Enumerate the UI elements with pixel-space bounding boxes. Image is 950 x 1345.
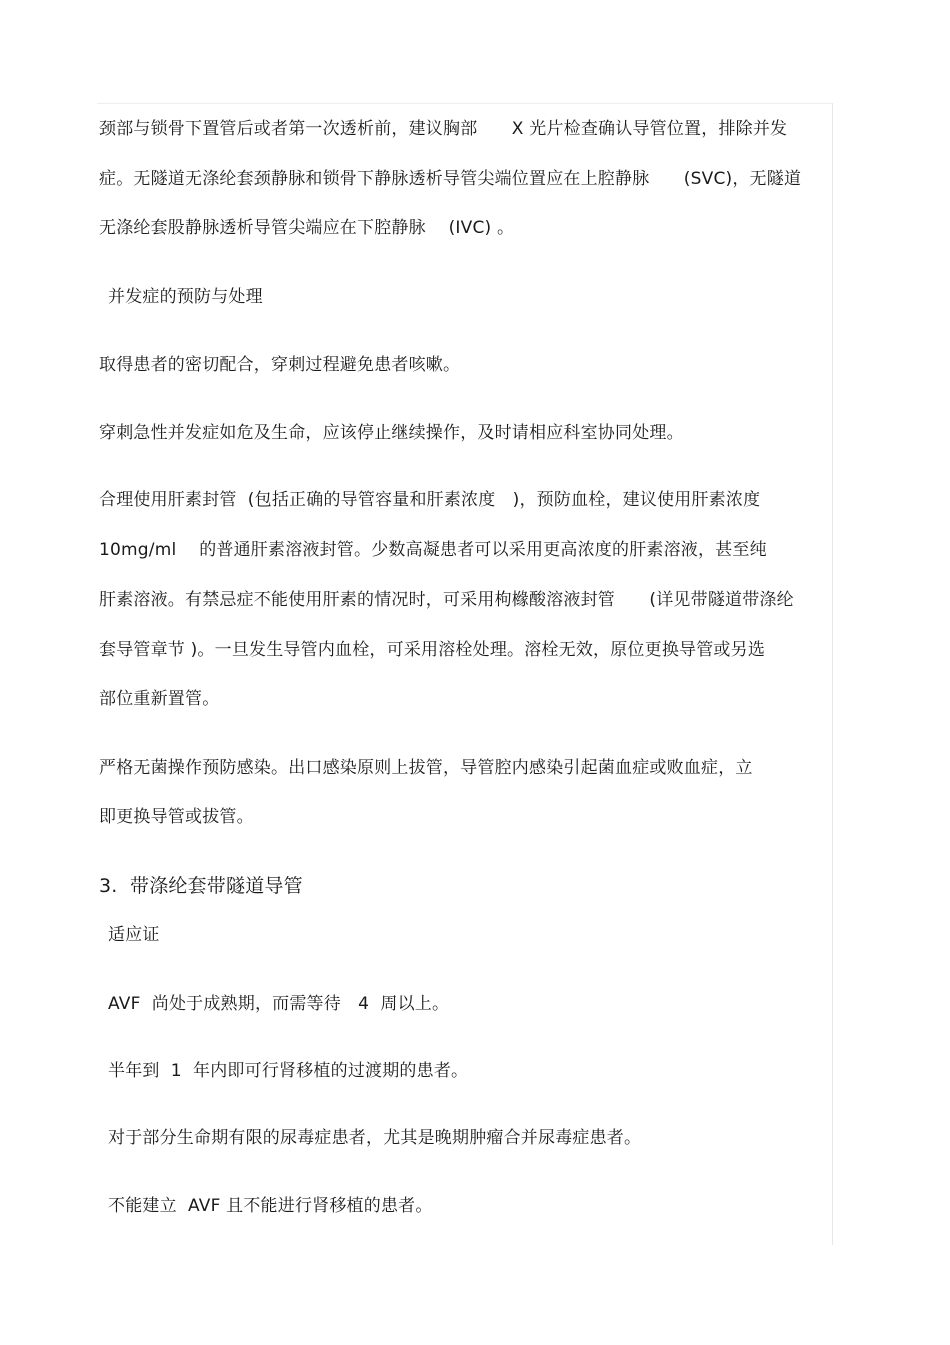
list-item: 半年到 1 年内即可行肾移植的过渡期的患者。 [108, 1061, 469, 1081]
paragraph-line: 取得患者的密切配合，穿刺过程避免患者咳嗽。 [99, 355, 461, 375]
section-subheading: 并发症的预防与处理 [108, 287, 263, 307]
paragraph-line: 肝素溶液。有禁忌症不能使用肝素的情况时，可采用枸橼酸溶液封管 (详见带隧道带涤纶 [99, 590, 794, 610]
page-frame-top-border [97, 103, 833, 104]
section-subheading: 适应证 [108, 925, 160, 945]
paragraph-line: 套导管章节 )。一旦发生导管内血栓，可采用溶栓处理。溶栓无效，原位更换导管或另选 [99, 640, 766, 660]
paragraph-line: 穿刺急性并发症如危及生命，应该停止继续操作，及时请相应科室协同处理。 [99, 423, 684, 443]
paragraph-line: 颈部与锁骨下置管后或者第一次透析前，建议胸部 X 光片检查确认导管位置，排除并发 [99, 119, 788, 139]
list-item: 对于部分生命期有限的尿毒症患者，尤其是晚期肿瘤合并尿毒症患者。 [108, 1128, 642, 1148]
list-item: AVF 尚处于成熟期，而需等待 4 周以上。 [108, 994, 450, 1014]
paragraph-line: 症。无隧道无涤纶套颈静脉和锁骨下静脉透析导管尖端位置应在上腔静脉 (SVC)，无隧道 [99, 169, 802, 189]
paragraph-line: 即更换导管或拔管。 [99, 807, 254, 827]
section-heading: 3. 带涤纶套带隧道导管 [99, 875, 303, 897]
paragraph-line: 无涤纶套股静脉透析导管尖端应在下腔静脉 (IVC) 。 [99, 218, 515, 238]
paragraph-line: 严格无菌操作预防感染。出口感染原则上拔管，导管腔内感染引起菌血症或败血症，立 [99, 758, 753, 778]
list-item: 不能建立 AVF 且不能进行肾移植的患者。 [108, 1196, 433, 1216]
paragraph-line: 部位重新置管。 [99, 689, 220, 709]
page-frame-right-border [832, 103, 833, 1245]
paragraph-line: 合理使用肝素封管 (包括正确的导管容量和肝素浓度 )，预防血栓，建议使用肝素浓度 [99, 490, 761, 510]
paragraph-line: 10mg/ml 的普通肝素溶液封管。少数高凝患者可以采用更高浓度的肝素溶液，甚至纯 [99, 540, 767, 560]
